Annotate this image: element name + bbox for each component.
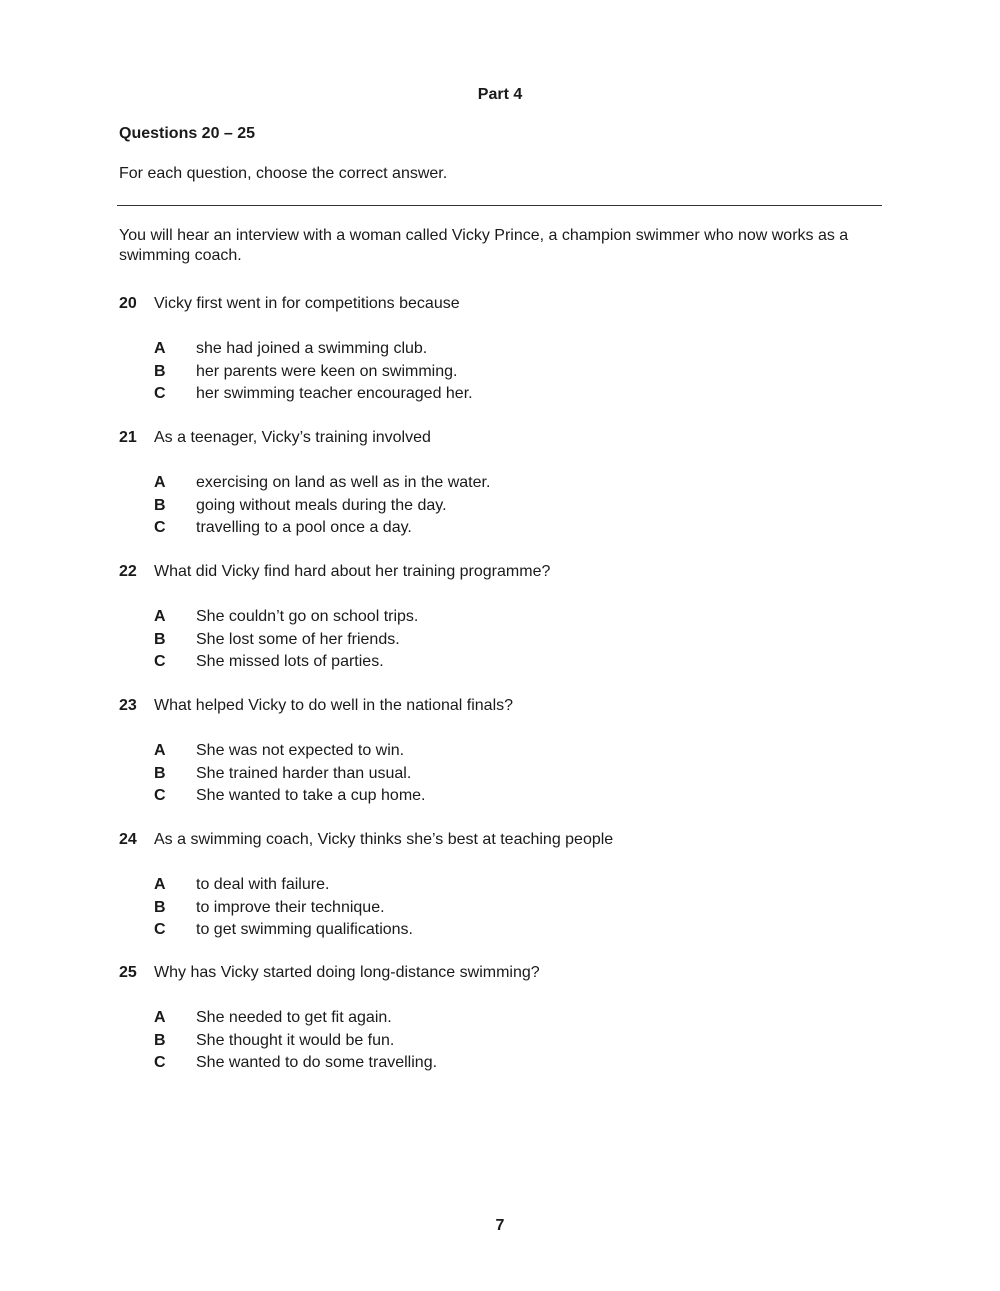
option-letter: C bbox=[154, 787, 166, 804]
option-letter: A bbox=[154, 608, 166, 625]
question-number: 25 bbox=[119, 964, 137, 981]
options-list bbox=[119, 875, 889, 943]
option-text: She wanted to take a cup home. bbox=[196, 787, 426, 804]
option-text: She wanted to do some travelling. bbox=[196, 1054, 438, 1071]
option-a[interactable] bbox=[119, 1008, 889, 1031]
option-letter: B bbox=[154, 362, 166, 380]
option-text: to improve their technique. bbox=[196, 898, 385, 916]
option-c[interactable] bbox=[119, 1053, 889, 1076]
divider-line bbox=[117, 205, 882, 206]
option-b[interactable] bbox=[119, 764, 889, 787]
option-c[interactable] bbox=[119, 786, 889, 809]
question-number: 20 bbox=[119, 295, 137, 312]
question-stem bbox=[119, 294, 889, 314]
option-text: travelling to a pool once a day. bbox=[196, 519, 412, 536]
option-a[interactable] bbox=[119, 607, 889, 630]
option-text: her swimming teacher encouraged her. bbox=[196, 385, 473, 402]
option-c[interactable] bbox=[119, 384, 889, 407]
option-a[interactable] bbox=[119, 473, 889, 496]
option-text: she had joined a swimming club. bbox=[196, 340, 428, 357]
option-b[interactable] bbox=[119, 898, 889, 921]
option-c[interactable] bbox=[119, 920, 889, 943]
option-text: She couldn’t go on school trips. bbox=[196, 608, 419, 625]
option-b[interactable] bbox=[119, 1031, 889, 1054]
option-letter: B bbox=[154, 496, 166, 514]
options-list bbox=[119, 607, 889, 675]
question-text: What did Vicky find hard about her training programme? bbox=[154, 563, 551, 580]
option-letter: B bbox=[154, 1031, 166, 1049]
option-b[interactable] bbox=[119, 496, 889, 519]
option-b[interactable] bbox=[119, 630, 889, 653]
option-letter: A bbox=[154, 876, 166, 893]
page-number: 7 bbox=[495, 1217, 505, 1234]
question-23 bbox=[119, 696, 889, 809]
question-number: 23 bbox=[119, 697, 137, 714]
question-number: 24 bbox=[119, 831, 137, 848]
question-21 bbox=[119, 428, 889, 541]
question-text: Why has Vicky started doing long-distance swimming? bbox=[154, 964, 540, 981]
option-text: She lost some of her friends. bbox=[196, 630, 400, 648]
option-letter: C bbox=[154, 653, 166, 670]
option-letter: A bbox=[154, 474, 166, 491]
option-text: going without meals during the day. bbox=[196, 496, 447, 514]
question-24 bbox=[119, 830, 889, 943]
option-letter: A bbox=[154, 742, 166, 759]
intro-text: You will hear an interview with a woman called Vicky Prince, a champion swimmer who now works as a swimming coach. bbox=[119, 227, 849, 264]
options-list bbox=[119, 473, 889, 541]
option-a[interactable] bbox=[119, 339, 889, 362]
questions-heading: Questions 20 – 25 bbox=[119, 125, 256, 142]
option-text: She needed to get fit again. bbox=[196, 1009, 392, 1026]
options-list bbox=[119, 1008, 889, 1076]
option-a[interactable] bbox=[119, 875, 889, 898]
options-list bbox=[119, 339, 889, 407]
option-letter: C bbox=[154, 385, 166, 402]
option-text: to get swimming qualifications. bbox=[196, 921, 413, 938]
option-letter: B bbox=[154, 630, 166, 648]
question-stem bbox=[119, 696, 889, 716]
question-22 bbox=[119, 562, 889, 675]
option-c[interactable] bbox=[119, 518, 889, 541]
options-list bbox=[119, 741, 889, 809]
question-number: 22 bbox=[119, 563, 137, 580]
option-text: She was not expected to win. bbox=[196, 742, 405, 759]
option-letter: B bbox=[154, 764, 166, 782]
option-letter: A bbox=[154, 1009, 166, 1026]
question-number: 21 bbox=[119, 429, 137, 446]
question-text: What helped Vicky to do well in the national finals? bbox=[154, 697, 514, 714]
instruction-text: For each question, choose the correct answer. bbox=[119, 165, 448, 182]
option-text: She missed lots of parties. bbox=[196, 653, 384, 670]
part-title: Part 4 bbox=[477, 86, 523, 103]
question-20 bbox=[119, 294, 889, 407]
option-text: her parents were keen on swimming. bbox=[196, 362, 458, 380]
option-c[interactable] bbox=[119, 652, 889, 675]
question-text: As a swimming coach, Vicky thinks she’s best at teaching people bbox=[154, 831, 614, 848]
option-letter: C bbox=[154, 1054, 166, 1071]
option-letter: A bbox=[154, 340, 166, 357]
question-text: Vicky first went in for competitions because bbox=[154, 295, 460, 312]
option-text: to deal with failure. bbox=[196, 876, 330, 893]
option-text: She trained harder than usual. bbox=[196, 764, 412, 782]
option-text: She thought it would be fun. bbox=[196, 1031, 395, 1049]
option-letter: C bbox=[154, 519, 166, 536]
option-text: exercising on land as well as in the water. bbox=[196, 474, 491, 491]
question-stem bbox=[119, 428, 889, 448]
option-b[interactable] bbox=[119, 362, 889, 385]
option-letter: C bbox=[154, 921, 166, 938]
question-25 bbox=[119, 963, 889, 1076]
question-stem bbox=[119, 562, 889, 582]
option-a[interactable] bbox=[119, 741, 889, 764]
option-letter: B bbox=[154, 898, 166, 916]
question-stem bbox=[119, 830, 889, 850]
question-text: As a teenager, Vicky’s training involved bbox=[154, 429, 431, 446]
question-stem bbox=[119, 963, 889, 983]
